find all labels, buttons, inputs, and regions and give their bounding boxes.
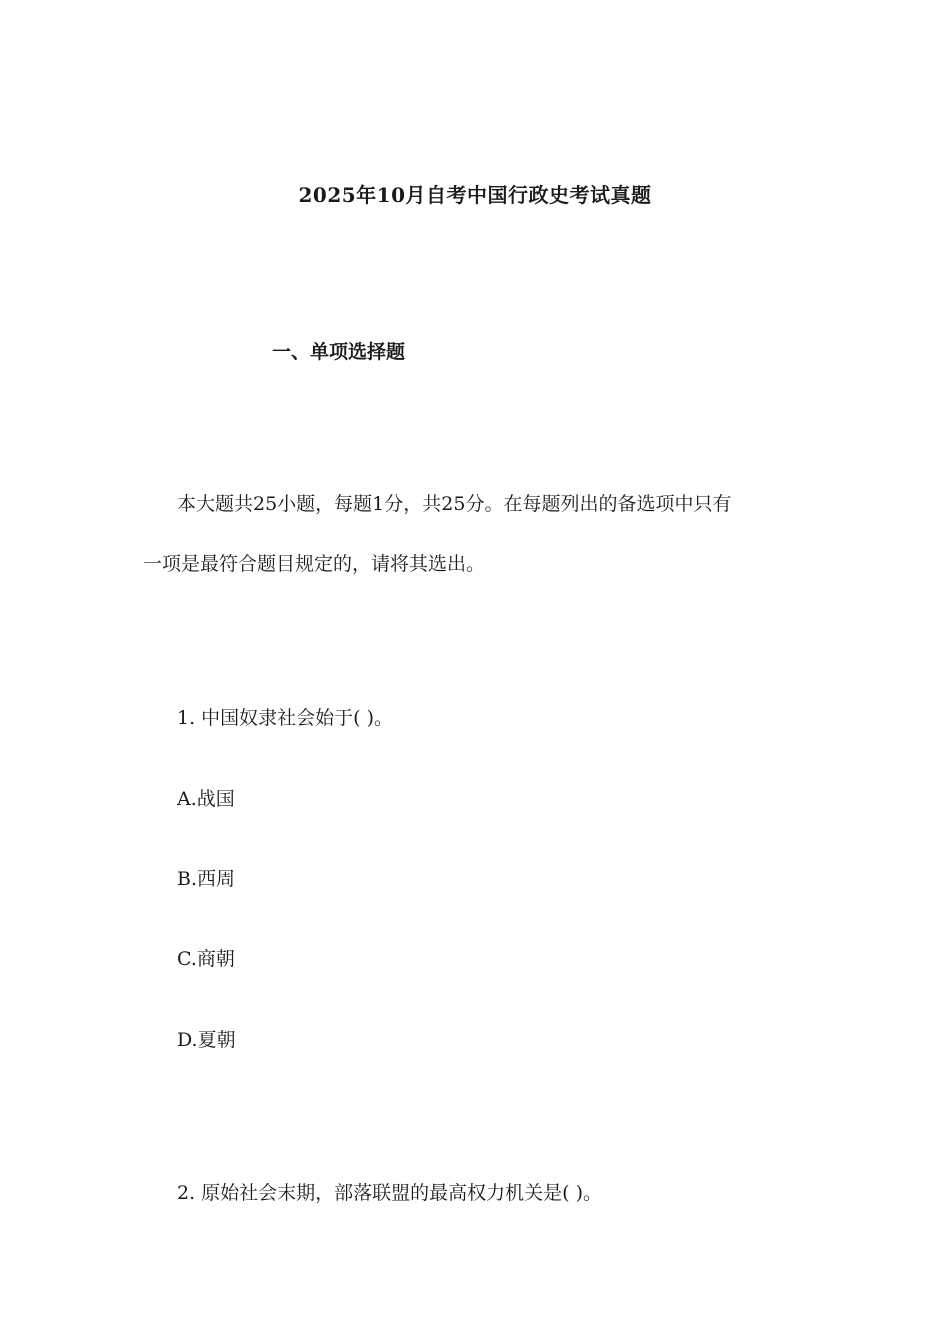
question-1-stem: 1. 中国奴隶社会始于( )。 <box>177 707 394 729</box>
question-2-stem: 2. 原始社会末期，部落联盟的最高权力机关是( )。 <box>177 1182 603 1204</box>
instructions-text-line-1: 本大题共25小题，每题1分，共25分。在每题列出的备选项中只有 <box>177 493 732 515</box>
question-1-option-c: C.商朝 <box>177 948 235 970</box>
question-1-option-b: B.西周 <box>177 868 236 890</box>
document-title: 2025年10月自考中国行政史考试真题 <box>298 183 652 207</box>
section-heading: 一、单项选择题 <box>272 341 406 363</box>
instructions-text-line-2: 一项是最符合题目规定的，请将其选出。 <box>143 553 486 575</box>
question-1-option-a: A.战国 <box>177 788 235 810</box>
question-1-option-d: D.夏朝 <box>177 1029 236 1051</box>
